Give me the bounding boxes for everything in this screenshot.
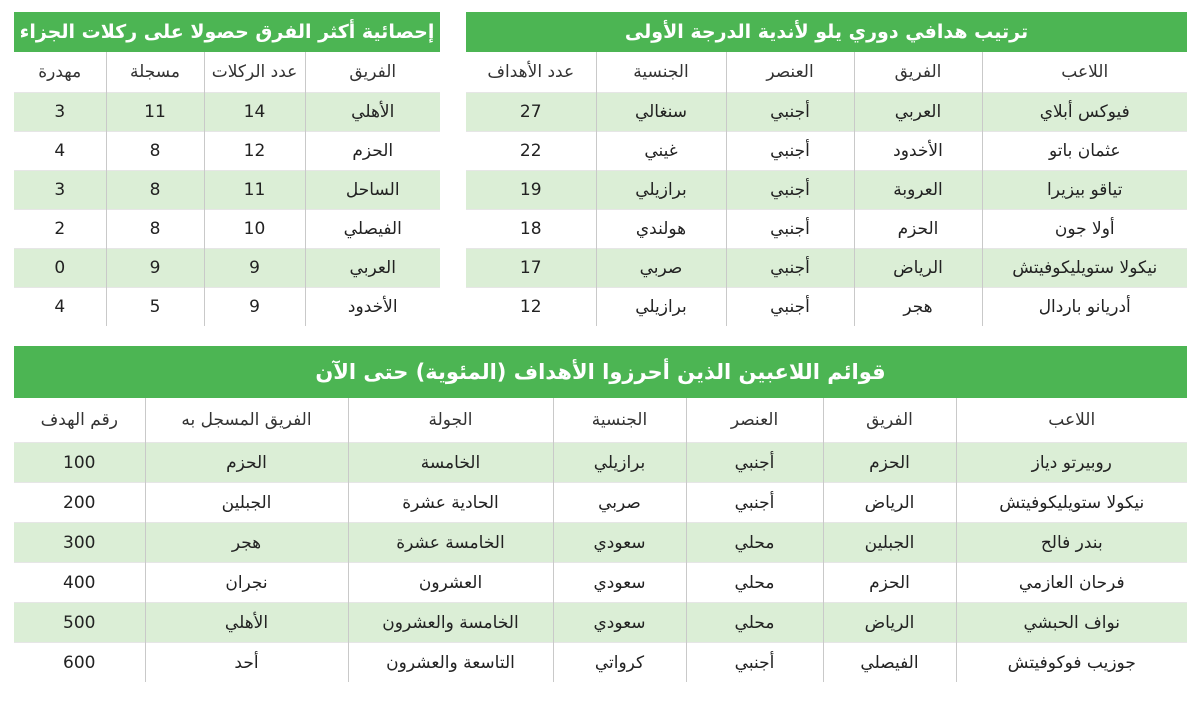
nationality: سعودي (553, 523, 686, 563)
table-body (466, 93, 1187, 327)
player-name: أولا جون (982, 210, 1187, 249)
column-header: مسجلة (106, 52, 204, 93)
table-header-row (14, 52, 440, 93)
table-row (14, 132, 440, 171)
table-row (466, 171, 1187, 210)
goals-count: 19 (466, 171, 596, 210)
column-header: الفريق (854, 52, 982, 93)
round: العشرون (348, 563, 553, 603)
penalties-panel (14, 12, 440, 326)
goal-number: 100 (14, 443, 145, 483)
team-name: الحزم (305, 132, 440, 171)
column-header: الجنسية (596, 52, 726, 93)
opponent-team: هجر (145, 523, 348, 563)
team-name: الرياض (823, 483, 956, 523)
table-row (14, 563, 1187, 603)
player-type: أجنبي (726, 210, 854, 249)
goal-number: 400 (14, 563, 145, 603)
goals-count: 17 (466, 249, 596, 288)
team-name: الساحل (305, 171, 440, 210)
team-name: الأخدود (854, 132, 982, 171)
table-row (466, 210, 1187, 249)
scored-count: 8 (106, 171, 204, 210)
nationality: كرواتي (553, 643, 686, 683)
team-name: الحزم (823, 563, 956, 603)
round: الحادية عشرة (348, 483, 553, 523)
penalties-title: إحصائية أكثر الفرق حصولا على ركلات الجزاء (14, 12, 440, 52)
player-type: محلي (686, 603, 823, 643)
table-row (14, 643, 1187, 683)
missed-count: 2 (14, 210, 106, 249)
team-name: الحزم (854, 210, 982, 249)
team-name: العروبة (854, 171, 982, 210)
penalties-count: 12 (204, 132, 305, 171)
missed-count: 3 (14, 171, 106, 210)
goal-number: 600 (14, 643, 145, 683)
player-name: فيوكس أبلاي (982, 93, 1187, 132)
penalties-table (14, 52, 440, 326)
missed-count: 4 (14, 132, 106, 171)
opponent-team: أحد (145, 643, 348, 683)
column-header: العنصر (726, 52, 854, 93)
nationality: غيني (596, 132, 726, 171)
missed-count: 0 (14, 249, 106, 288)
scored-count: 9 (106, 249, 204, 288)
table-row (14, 171, 440, 210)
player-name: أدريانو باردال (982, 288, 1187, 327)
player-type: أجنبي (726, 132, 854, 171)
player-name: فرحان العازمي (956, 563, 1187, 603)
top-scorers-panel (466, 12, 1187, 326)
penalties-count: 10 (204, 210, 305, 249)
milestone-goals-table (14, 398, 1187, 682)
nationality: سعودي (553, 603, 686, 643)
player-type: أجنبي (686, 483, 823, 523)
team-name: الفيصلي (823, 643, 956, 683)
table-row (14, 288, 440, 327)
goal-number: 500 (14, 603, 145, 643)
column-header: الجولة (348, 398, 553, 443)
goals-count: 18 (466, 210, 596, 249)
table-header-row (14, 398, 1187, 443)
round: الخامسة والعشرون (348, 603, 553, 643)
goals-count: 27 (466, 93, 596, 132)
team-name: الأهلي (305, 93, 440, 132)
milestone-goals-title: قوائم اللاعبين الذين أحرزوا الأهداف (المئوية) حتى الآن (14, 346, 1187, 398)
player-type: محلي (686, 563, 823, 603)
column-header: رقم الهدف (14, 398, 145, 443)
team-name: الحزم (823, 443, 956, 483)
round: الخامسة عشرة (348, 523, 553, 563)
player-type: أجنبي (726, 171, 854, 210)
team-name: العربي (305, 249, 440, 288)
goals-count: 22 (466, 132, 596, 171)
missed-count: 4 (14, 288, 106, 327)
table-row (14, 443, 1187, 483)
goal-number: 200 (14, 483, 145, 523)
milestone-goals-panel (14, 346, 1187, 682)
table-row (14, 93, 440, 132)
scored-count: 8 (106, 210, 204, 249)
player-type: أجنبي (726, 249, 854, 288)
player-type: أجنبي (726, 93, 854, 132)
column-header: عدد الركلات (204, 52, 305, 93)
table-body (14, 443, 1187, 683)
team-name: هجر (854, 288, 982, 327)
player-name: نيكولا ستويليكوفيتش (956, 483, 1187, 523)
opponent-team: الجبلين (145, 483, 348, 523)
column-header: عدد الأهداف (466, 52, 596, 93)
opponent-team: نجران (145, 563, 348, 603)
scored-count: 8 (106, 132, 204, 171)
column-header: اللاعب (982, 52, 1187, 93)
missed-count: 3 (14, 93, 106, 132)
player-name: جوزيب فوكوفيتش (956, 643, 1187, 683)
opponent-team: الحزم (145, 443, 348, 483)
penalties-count: 9 (204, 288, 305, 327)
team-name: الأخدود (305, 288, 440, 327)
team-name: العربي (854, 93, 982, 132)
player-type: أجنبي (686, 643, 823, 683)
nationality: برازيلي (596, 171, 726, 210)
column-header: الفريق المسجل به (145, 398, 348, 443)
column-header: مهدرة (14, 52, 106, 93)
table-row (466, 132, 1187, 171)
table-row (14, 483, 1187, 523)
player-name: روبيرتو دياز (956, 443, 1187, 483)
table-row (14, 210, 440, 249)
nationality: سعودي (553, 563, 686, 603)
player-name: بندر فالح (956, 523, 1187, 563)
column-header: اللاعب (956, 398, 1187, 443)
scored-count: 11 (106, 93, 204, 132)
player-type: محلي (686, 523, 823, 563)
column-header: الجنسية (553, 398, 686, 443)
penalties-count: 14 (204, 93, 305, 132)
table-row (466, 288, 1187, 327)
player-name: تياقو بيزيرا (982, 171, 1187, 210)
team-name: الفيصلي (305, 210, 440, 249)
team-name: الرياض (823, 603, 956, 643)
column-header: العنصر (686, 398, 823, 443)
column-header: الفريق (823, 398, 956, 443)
goal-number: 300 (14, 523, 145, 563)
penalties-count: 11 (204, 171, 305, 210)
player-name: عثمان باتو (982, 132, 1187, 171)
team-name: الجبلين (823, 523, 956, 563)
player-name: نواف الحبشي (956, 603, 1187, 643)
nationality: برازيلي (553, 443, 686, 483)
goals-count: 12 (466, 288, 596, 327)
player-name: نيكولا ستويليكوفيتش (982, 249, 1187, 288)
table-row (466, 93, 1187, 132)
table-row (14, 603, 1187, 643)
table-row (466, 249, 1187, 288)
player-type: أجنبي (726, 288, 854, 327)
table-row (14, 523, 1187, 563)
column-header: الفريق (305, 52, 440, 93)
table-row (14, 249, 440, 288)
nationality: هولندي (596, 210, 726, 249)
nationality: سنغالي (596, 93, 726, 132)
team-name: الرياض (854, 249, 982, 288)
top-scorers-title: ترتيب هدافي دوري يلو لأندية الدرجة الأولى (466, 12, 1187, 52)
table-header-row (466, 52, 1187, 93)
top-scorers-table (466, 52, 1187, 326)
nationality: صربي (596, 249, 726, 288)
round: التاسعة والعشرون (348, 643, 553, 683)
player-type: أجنبي (686, 443, 823, 483)
scored-count: 5 (106, 288, 204, 327)
round: الخامسة (348, 443, 553, 483)
nationality: صربي (553, 483, 686, 523)
table-body (14, 93, 440, 327)
penalties-count: 9 (204, 249, 305, 288)
nationality: برازيلي (596, 288, 726, 327)
opponent-team: الأهلي (145, 603, 348, 643)
